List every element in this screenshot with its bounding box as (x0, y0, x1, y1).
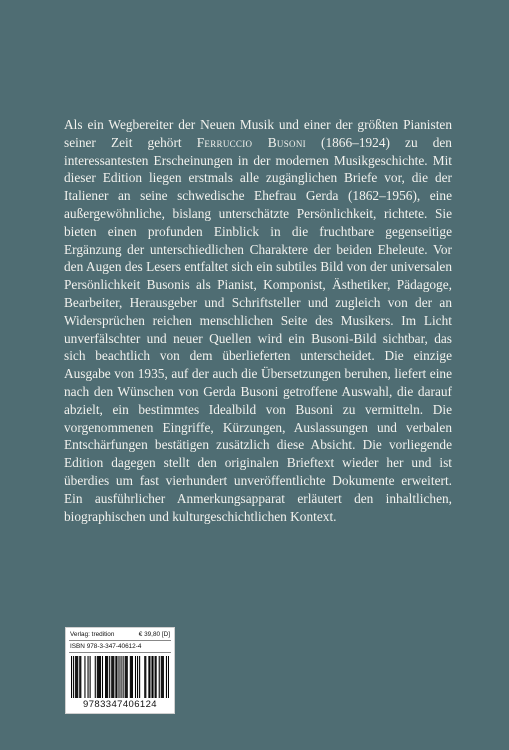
barcode-bar (79, 656, 80, 698)
publisher-price-row (70, 631, 170, 639)
barcode-bar (115, 656, 116, 698)
barcode-bar (98, 656, 99, 698)
barcode-bar (102, 656, 103, 698)
publisher-label: Verlag: tredition (70, 631, 115, 638)
barcode-bar (106, 656, 107, 698)
barcode-bar (100, 656, 101, 698)
barcode-bar (88, 656, 89, 698)
barcode-bar (126, 656, 127, 698)
barcode-bar (151, 656, 152, 698)
barcode-bar (152, 656, 153, 698)
back-cover-blurb (64, 116, 452, 525)
barcode-bar (90, 656, 91, 698)
barcode-bar (111, 656, 112, 698)
barcode-bar (149, 656, 150, 698)
barcode-bar (77, 656, 78, 698)
barcode-bar (105, 656, 106, 698)
barcode-bar (135, 656, 136, 698)
barcode-bar (107, 656, 108, 698)
price-label: € 39,80 [D] (138, 631, 170, 638)
barcode-bar (116, 656, 117, 698)
barcode-bar (156, 656, 157, 698)
barcode-bar (161, 656, 162, 698)
barcode-bar (127, 656, 128, 698)
barcode-bar (71, 656, 72, 698)
barcode-bar (95, 656, 96, 698)
barcode-bar (125, 656, 126, 698)
label-divider (69, 652, 171, 653)
barcode-bar (144, 656, 145, 698)
barcode-bar (118, 656, 119, 698)
barcode-bar (168, 656, 169, 698)
blurb-text-intro: Als ein Wegbereiter der Neuen Musik und einer der größten Pianisten seiner Zeit gehört (64, 117, 452, 150)
barcode-bar (145, 656, 146, 698)
barcode-bar (159, 656, 160, 698)
barcode-bar (80, 656, 81, 698)
isbn-label: ISBN 978-3-347-40612-4 (70, 643, 142, 650)
barcode-bar (112, 656, 113, 698)
barcode-bar (137, 656, 138, 698)
ean-barcode (71, 656, 169, 698)
barcode-bar (99, 656, 100, 698)
barcode-bar (155, 656, 156, 698)
barcode-bar (162, 656, 163, 698)
barcode-bar (148, 656, 149, 698)
barcode-bar (121, 656, 122, 698)
barcode-bar (132, 656, 133, 698)
barcode-bar (123, 656, 124, 698)
barcode-bar (166, 656, 167, 698)
barcode-bar (75, 656, 76, 698)
barcode-bar (139, 656, 140, 698)
barcode-bar (84, 656, 85, 698)
barcode-bar (163, 656, 164, 698)
barcode-bar (131, 656, 132, 698)
author-name: Ferruccio Busoni (196, 134, 306, 150)
barcode-bar (97, 656, 98, 698)
barcode-label (65, 627, 175, 714)
barcode-bar (76, 656, 77, 698)
barcode-bar (113, 656, 114, 698)
barcode-bar (130, 656, 131, 698)
blurb-text-body: (1866–1924) zu den interessantesten Erscheinungen in der modernen Musikgeschichte. Mit dieser Edition liegen erstmals alle zugänglichen Briefe vor, die der Italiener an seine schwedische Ehefrau Gerda (1862–1956), eine außergewöhnliche, bislang unterschätzte Persönlichkeit, richtete. Sie bieten einen profunden Einblick in die fruchtbare gegenseitige Ergänzung der unterschiedlichen Charaktere der beiden Eheleute. Vor den Augen des Lesers entfaltet sich ein subtiles Bild von der universalen Persönlichkeit Busonis als Pianist, Komponist, Ästhetiker, Pädagoge, Bearbeiter, Herausgeber und Schriftsteller und zugleich von der an Widersprüchen reichen menschlichen Seite des Musikers. Im Licht unverfälschter und neuer Quellen wird ein Busoni-Bild sichtbar, das sich beachtlich von dem überlieferten unterscheidet. Die einzige Ausgabe von 1935, auf der auch die Übersetzungen beruhen, liefert eine nach den Wünschen von Gerda Busoni getroffene Auswahl, die darauf abzielt, ein bestimmtes Idealbild von Busoni zu vermitteln. Die vorgenommenen Eingriffe, Kürzungen, Auslassungen und verbalen Entschärfungen bestätigen zusätzlich diese Absicht. Die vorliegende Edition dagegen stellt den originalen Brieftext wieder her und ist überdies um fast vierhundert unveröffentlichte Dokumente erweitert. Ein ausführlicher Anmerkungsapparat erläutert den inhaltlichen, biographischen und kulturgeschichtlichen Kontext. (64, 134, 452, 524)
barcode-bar (109, 656, 110, 698)
barcode-bar (73, 656, 74, 698)
label-divider (69, 640, 171, 641)
ean-digits: 9783347406124 (83, 699, 157, 710)
